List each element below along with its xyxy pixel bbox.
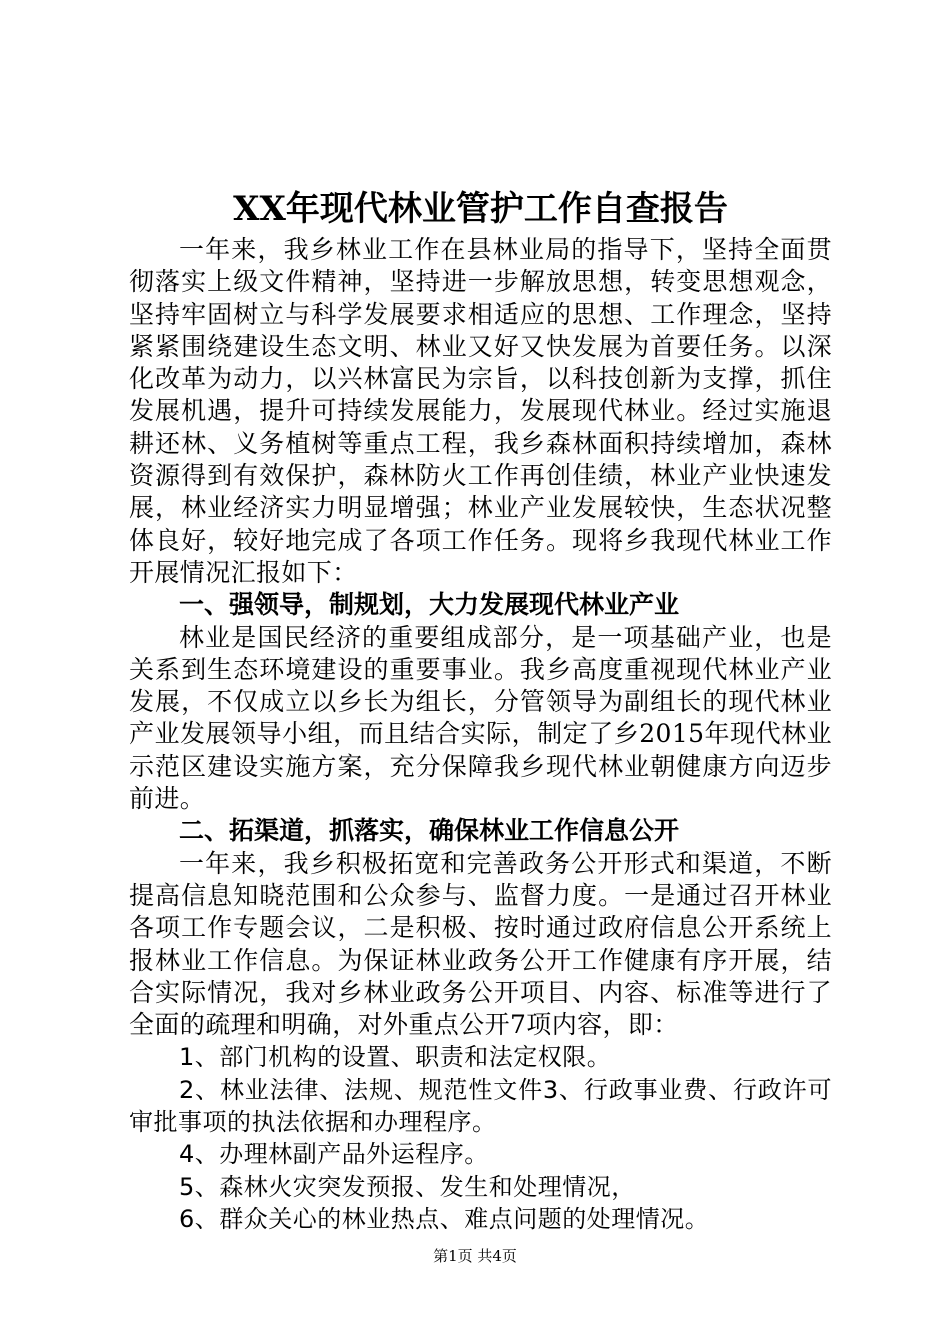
section-2-paragraph: 一年来，我乡积极拓宽和完善政务公开形式和渠道，不断提高信息知晓范围和公众参与、监督力度。一是通过召开林业各项工作专题会议，二是积极、按时通过政府信息公开系统上报林业工作信息。为保证林业政务公开工作健康有序开展，结合实际情况，我对乡林业政务公开项目、内容、标准等进行了全面的疏理和明确，对外重点公开7项内容，即： [129, 848, 832, 1040]
list-item: 5、森林火灾突发预报、发生和处理情况， [179, 1172, 636, 1201]
page-footer: 第1页 共4页 [433, 1247, 517, 1265]
list-item: 4、办理林副产品外运程序。 [179, 1140, 489, 1169]
document-body [129, 184, 832, 1235]
list-item: 6、群众关心的林业热点、难点问题的处理情况。 [179, 1204, 710, 1233]
list-item: 1、部门机构的设置、职责和法定权限。 [179, 1043, 612, 1072]
section-heading-1: 一、强领导，制规划，大力发展现代林业产业 [179, 590, 680, 620]
document-title: XX年现代林业管护工作自查报告 [233, 189, 728, 229]
section-heading-2: 二、拓渠道，抓落实，确保林业工作信息公开 [179, 816, 680, 846]
section-1-paragraph: 林业是国民经济的重要组成部分，是一项基础产业，也是关系到生态环境建设的重要事业。我乡高度重视现代林业产业发展，不仅成立以乡长为组长，分管领导为副组长的现代林业产业发展领导小组，而且结合实际，制定了乡2015年现代林业示范区建设实施方案，充分保障我乡现代林业朝健康方向迈步前进。 [129, 622, 832, 814]
intro-paragraph: 一年来，我乡林业工作在县林业局的指导下，坚持全面贯彻落实上级文件精神，坚持进一步解放思想，转变思想观念，坚持牢固树立与科学发展要求相适应的思想、工作理念，坚持紧紧围绕建设生态文明、林业又好又快发展为首要任务。以深化改革为动力，以兴林富民为宗旨，以科技创新为支撑，抓住发展机遇，提升可持续发展能力，发展现代林业。经过实施退耕还林、义务植树等重点工程，我乡森林面积持续增加，森林资源得到有效保护，森林防火工作再创佳绩，林业产业快速发展，林业经济实力明显增强；林业产业发展较快，生态状况整体良好，较好地完成了各项工作任务。现将乡我现代林业工作开展情况汇报如下： [129, 235, 832, 587]
list-item: 2、林业法律、法规、规范性文件3、行政事业费、行政许可审批事项的执法依据和办理程序。 [129, 1075, 832, 1137]
